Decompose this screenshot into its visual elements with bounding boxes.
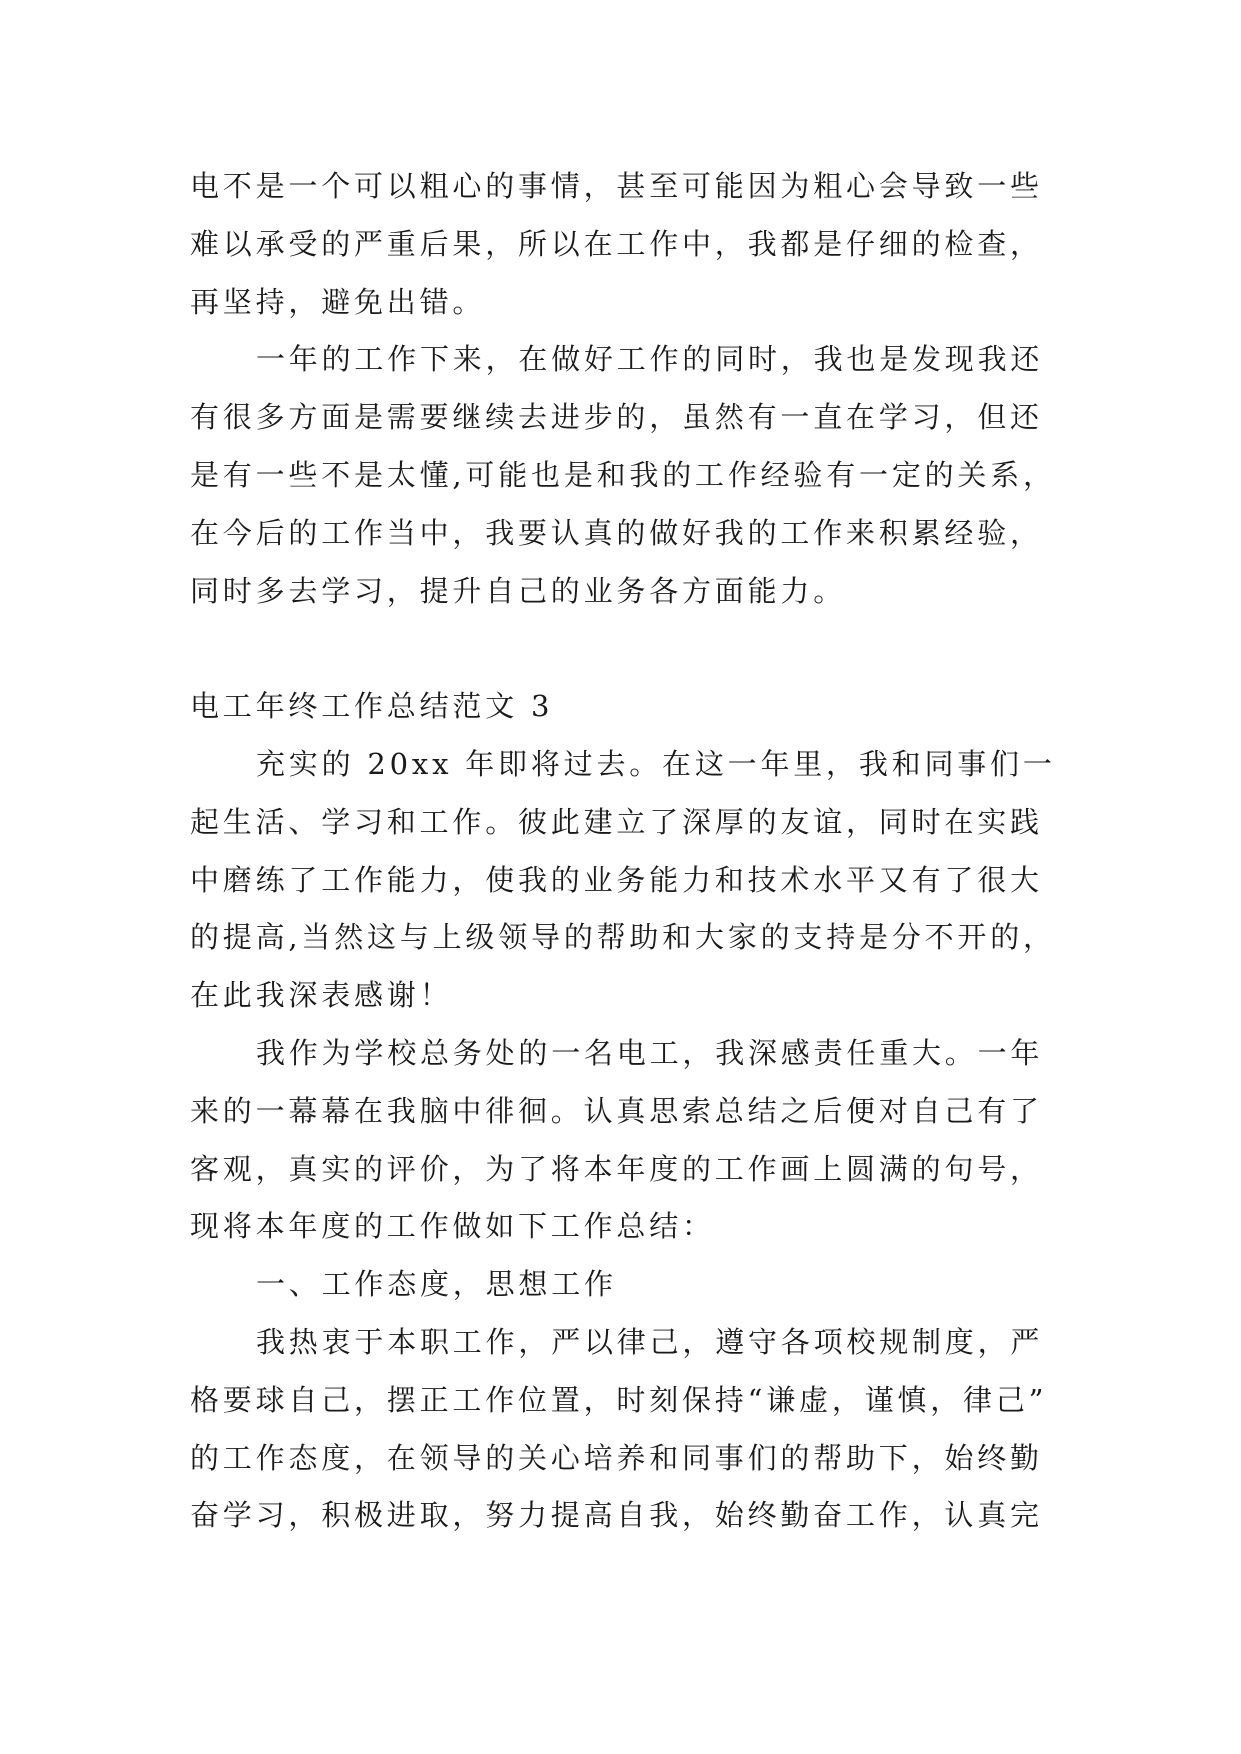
paragraph [190, 158, 1052, 331]
text-line: 同时多去学习，提升自己的业务各方面能力。 [190, 573, 847, 608]
section-heading: 电工年终工作总结范文 3 [190, 689, 554, 724]
text-line: 客观，真实的评价，为了将本年度的工作画上圆满的句号， [190, 1151, 1043, 1186]
text-line: 我热衷于本职工作，严以律己，遵守各项校规制度，严 [256, 1324, 1044, 1359]
text-line: 有很多方面是需要继续去进步的，虽然有一直在学习，但还 [190, 400, 1043, 435]
paragraph [190, 1314, 1052, 1545]
text-line: 格要球自己，摆正工作位置，时刻保持“谦虚，谨慎，律己” [190, 1382, 1048, 1417]
text-line: 现将本年度的工作做如下工作总结： [190, 1209, 715, 1244]
text-line: 在此我深表感谢！ [190, 978, 453, 1013]
paragraph [190, 1256, 1052, 1314]
text-line: 难以承受的严重后果，所以在工作中，我都是仔细的检查， [190, 226, 1043, 261]
paragraph [190, 331, 1056, 620]
text-line: 奋学习，积极进取，努力提高自我，始终勤奋工作，认真完 [190, 1498, 1043, 1533]
text-line: 一年的工作下来，在做好工作的同时，我也是发现我还 [256, 342, 1044, 377]
text-line: 我作为学校总务处的一名电工，我深感责任重大。一年 [256, 1035, 1044, 1070]
text-line: 一、工作态度，思想工作 [256, 1267, 617, 1302]
paragraph [190, 1025, 1052, 1256]
text-line: 充实的 20xx 年即将过去。在这一年里，我和同事们一 [256, 746, 1056, 781]
text-line: 在今后的工作当中，我要认真的做好我的工作来积累经验， [190, 515, 1043, 550]
text-line: 是有一些不是太懂,可能也是和我的工作经验有一定的关系， [190, 457, 1056, 492]
text-line: 的提高,当然这与上级领导的帮助和大家的支持是分不开的， [190, 920, 1056, 955]
text-line: 电不是一个可以粗心的事情，甚至可能因为粗心会导致一些 [190, 169, 1043, 203]
paragraph [190, 736, 1056, 1025]
text-line: 起生活、学习和工作。彼此建立了深厚的友谊，同时在实践 [190, 804, 1043, 839]
document-body [190, 158, 1056, 1545]
text-line: 的工作态度，在领导的关心培养和同事们的帮助下，始终勤 [190, 1440, 1043, 1475]
text-line: 来的一幕幕在我脑中徘徊。认真思索总结之后便对自己有了 [190, 1093, 1043, 1128]
text-line: 再坚持，避免出错。 [190, 284, 486, 319]
text-line: 中磨练了工作能力，使我的业务能力和技术水平又有了很大 [190, 862, 1043, 897]
blank-line [190, 620, 1052, 678]
